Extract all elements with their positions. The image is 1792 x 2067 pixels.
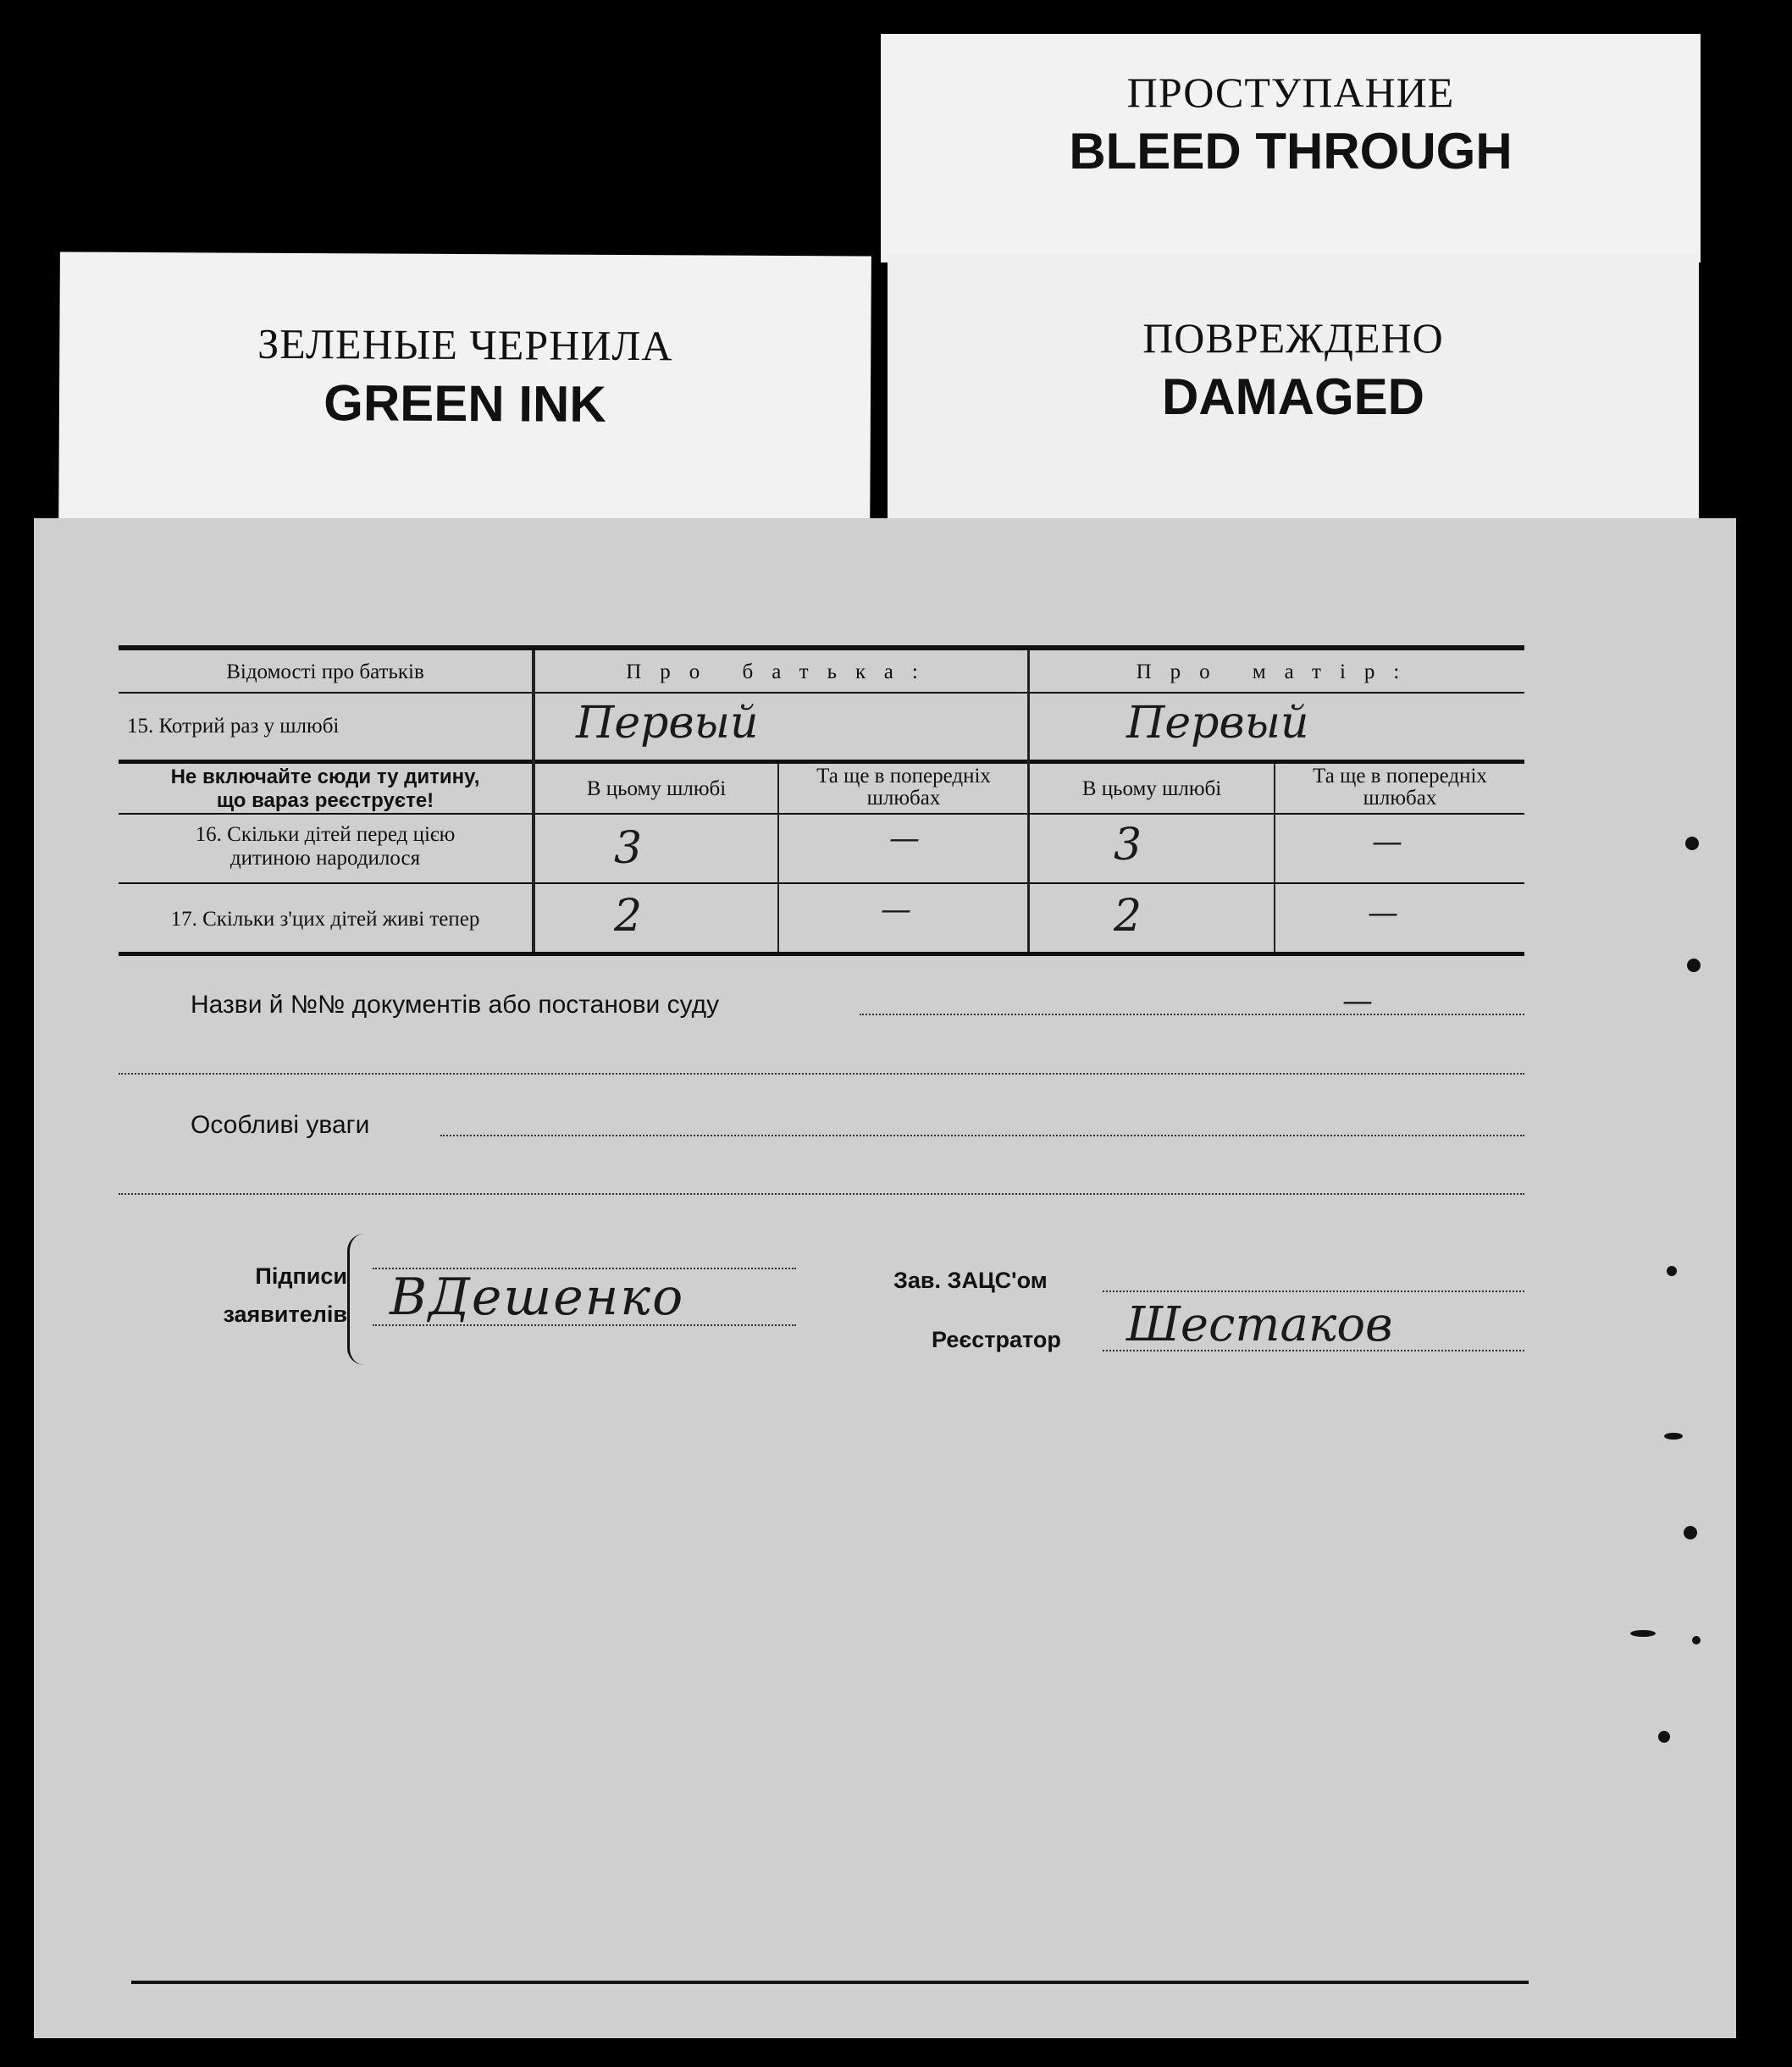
damage-mark: [1667, 1266, 1677, 1276]
punch-hole: [1684, 1526, 1697, 1539]
row17-father-prev: —: [881, 893, 911, 927]
subheader-note-line2: що вараз реєструєте!: [216, 789, 434, 812]
subheader-note-line1: Не включайте сюди ту дитину,: [170, 765, 480, 788]
applicants-label-line1: Підписи: [255, 1263, 347, 1289]
subheader-father-this: В цьому шлюбі: [586, 777, 727, 800]
header-father: Про батька:: [626, 660, 937, 683]
damage-mark: [1664, 1433, 1683, 1440]
documents-label: Назви й №№ документів або постанови суду: [191, 991, 720, 1019]
row16-father-this: 3: [614, 823, 643, 874]
applicants-brace: [347, 1234, 368, 1365]
notes-label: Особливі уваги: [191, 1111, 370, 1139]
row16-label-line2: дитиною народилося: [230, 847, 421, 870]
damaged-label-ru: ПОВРЕЖДЕНО: [1142, 314, 1444, 362]
row16-label-line1: 16. Скільки дітей перед цією: [195, 823, 456, 846]
punch-hole: [1687, 959, 1701, 972]
row17-mother-prev: —: [1368, 896, 1398, 931]
bleed-through-label-ru: ПРОСТУПАНИЕ: [1126, 69, 1455, 116]
subheader-mother-prev-line2: шлюбах: [1363, 787, 1437, 810]
green-ink-label-ru: ЗЕЛЕНЫЕ ЧЕРНИЛА: [257, 319, 673, 370]
applicant-signature: ВДешенко: [390, 1268, 685, 1327]
punch-hole: [1685, 837, 1699, 850]
row17-label: 17. Скільки з'цих дітей живі тепер: [170, 908, 480, 931]
documents-value: —: [1342, 984, 1373, 1019]
row17-mother-this: 2: [1114, 891, 1142, 942]
bleed-through-label-en: BLEED THROUGH: [1069, 123, 1513, 180]
row15-label: 15. Котрий раз у шлюбі: [127, 715, 340, 738]
documents-dotted-line-2: [119, 1073, 1524, 1075]
row16-father-prev: —: [889, 821, 920, 856]
applicants-label-line2: заявителів: [223, 1302, 347, 1327]
green-ink-label-en: GREEN INK: [324, 374, 606, 433]
table-divider: [119, 813, 1524, 815]
damage-mark: [1630, 1630, 1656, 1637]
registrar-signature: Шестаков: [1126, 1297, 1393, 1352]
table-column-line: [532, 650, 535, 952]
subheader-mother-prev: [1275, 765, 1524, 810]
table-bottom-border: [119, 952, 1524, 956]
row15-mother-value: Первый: [1126, 698, 1309, 749]
table-top-border: [119, 645, 1524, 650]
table-divider: [119, 760, 1524, 764]
row17-father-this: 2: [614, 891, 643, 942]
subheader-note: [119, 765, 532, 813]
header-section: Відомості про батьків: [226, 660, 424, 683]
damage-mark: [1658, 1731, 1670, 1743]
row16-mother-prev: —: [1372, 825, 1402, 859]
documents-dotted-line: [860, 1014, 1524, 1015]
subheader-father-prev: [779, 765, 1028, 810]
form-sheet: [34, 518, 1736, 2038]
registrar-label: Реєстратор: [932, 1327, 1061, 1352]
row16-label: [119, 823, 532, 870]
header-mother: Про матір:: [1136, 660, 1419, 683]
subheader-mother-prev-line1: Та ще в попередніх: [1313, 765, 1487, 788]
bottom-rule: [131, 1981, 1529, 1984]
damaged-label: [888, 254, 1699, 525]
subheader-mother-this: В цьому шлюбі: [1081, 777, 1222, 800]
green-ink-label: [58, 251, 871, 544]
head-label: Зав. ЗАЦС'ом: [893, 1268, 1048, 1293]
subheader-father-prev-line1: Та ще в попередніх: [816, 765, 991, 788]
notes-dotted-line: [440, 1135, 1524, 1136]
subheader-father-prev-line2: шлюбах: [866, 787, 941, 810]
table-divider: [119, 692, 1524, 694]
table-divider: [119, 882, 1524, 884]
notes-dotted-line-2: [119, 1193, 1524, 1195]
row15-father-value: Первый: [576, 698, 759, 749]
bleed-through-label: [881, 34, 1701, 263]
row16-mother-this: 3: [1114, 820, 1142, 870]
head-dotted-line: [1103, 1290, 1524, 1292]
damaged-label-en: DAMAGED: [1162, 368, 1424, 425]
punch-hole: [1692, 1636, 1701, 1644]
